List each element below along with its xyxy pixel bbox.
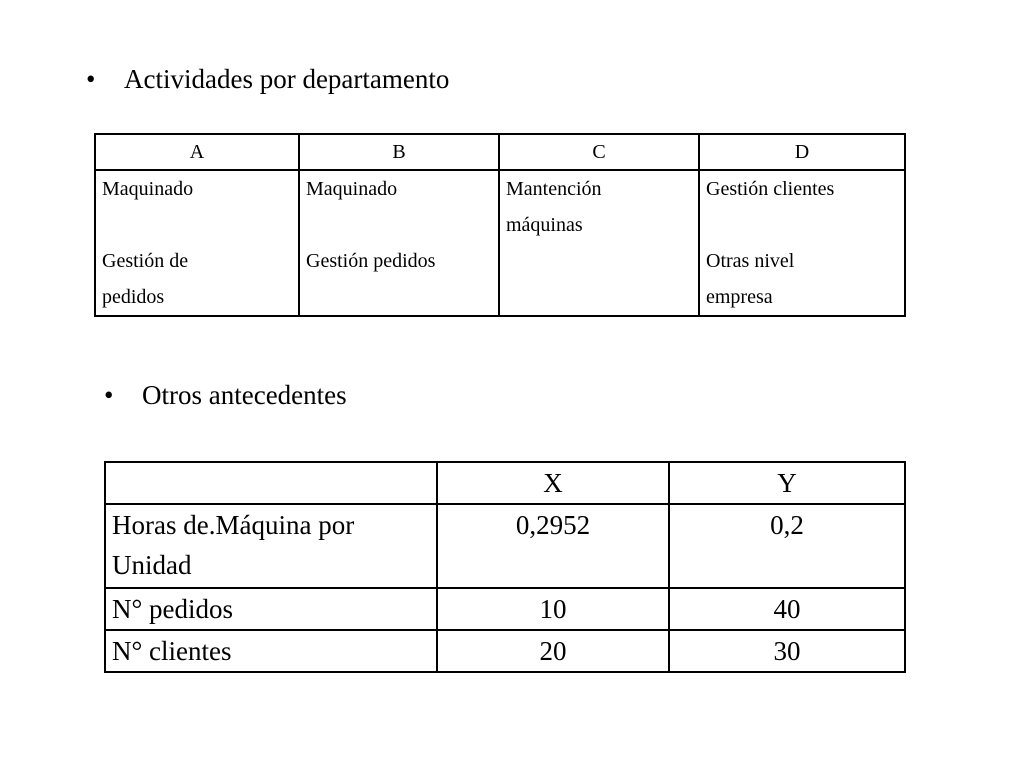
cell-line: Gestión clientes [706, 178, 835, 200]
section-antecedents-heading [104, 379, 347, 411]
cell-line: Maquinado [306, 178, 398, 200]
x-value: 10 [437, 588, 669, 630]
table-row [105, 504, 905, 588]
column-header [105, 462, 437, 504]
antecedents-table [104, 461, 906, 673]
table-row [95, 170, 905, 316]
section-title: Actividades por departamento [124, 64, 450, 94]
table-header-row [95, 134, 905, 170]
x-value: 0,2952 [437, 504, 669, 588]
cell-line: Maquinado [102, 178, 194, 200]
bullet-marker: • [104, 380, 114, 410]
bullet-marker: • [86, 64, 96, 94]
y-value: 40 [669, 588, 905, 630]
column-header: D [699, 134, 905, 170]
cell-line: máquinas [506, 214, 583, 236]
table-cell-c [499, 170, 699, 316]
column-header: Y [669, 462, 905, 504]
cell-line: Mantención [506, 178, 602, 200]
section-title: Otros antecedentes [142, 380, 347, 410]
table-header-row [105, 462, 905, 504]
row-label: N° pedidos [105, 588, 437, 630]
row-label: N° clientes [105, 630, 437, 672]
cell-line: Gestión de [102, 250, 189, 272]
y-value: 0,2 [669, 504, 905, 588]
table-cell-b [299, 170, 499, 316]
cell-line: Otras nivel [706, 250, 795, 272]
cell-line: empresa [706, 286, 773, 308]
row-label [105, 504, 437, 588]
cell-line: pedidos [102, 286, 165, 308]
cell-line [102, 207, 298, 243]
cell-line [306, 207, 498, 243]
column-header: A [95, 134, 299, 170]
x-value: 20 [437, 630, 669, 672]
column-header: C [499, 134, 699, 170]
column-header: X [437, 462, 669, 504]
table-row [105, 630, 905, 672]
section-activities-heading [86, 63, 449, 95]
row-label-line: Horas de.Máquina por [112, 510, 355, 540]
table-cell-a [95, 170, 299, 316]
cell-line: Gestión pedidos [306, 250, 436, 272]
table-cell-d [699, 170, 905, 316]
y-value: 30 [669, 630, 905, 672]
activities-table [94, 133, 906, 317]
column-header: B [299, 134, 499, 170]
table-row [105, 588, 905, 630]
cell-line [706, 207, 904, 243]
row-label-line: Unidad [112, 550, 192, 580]
